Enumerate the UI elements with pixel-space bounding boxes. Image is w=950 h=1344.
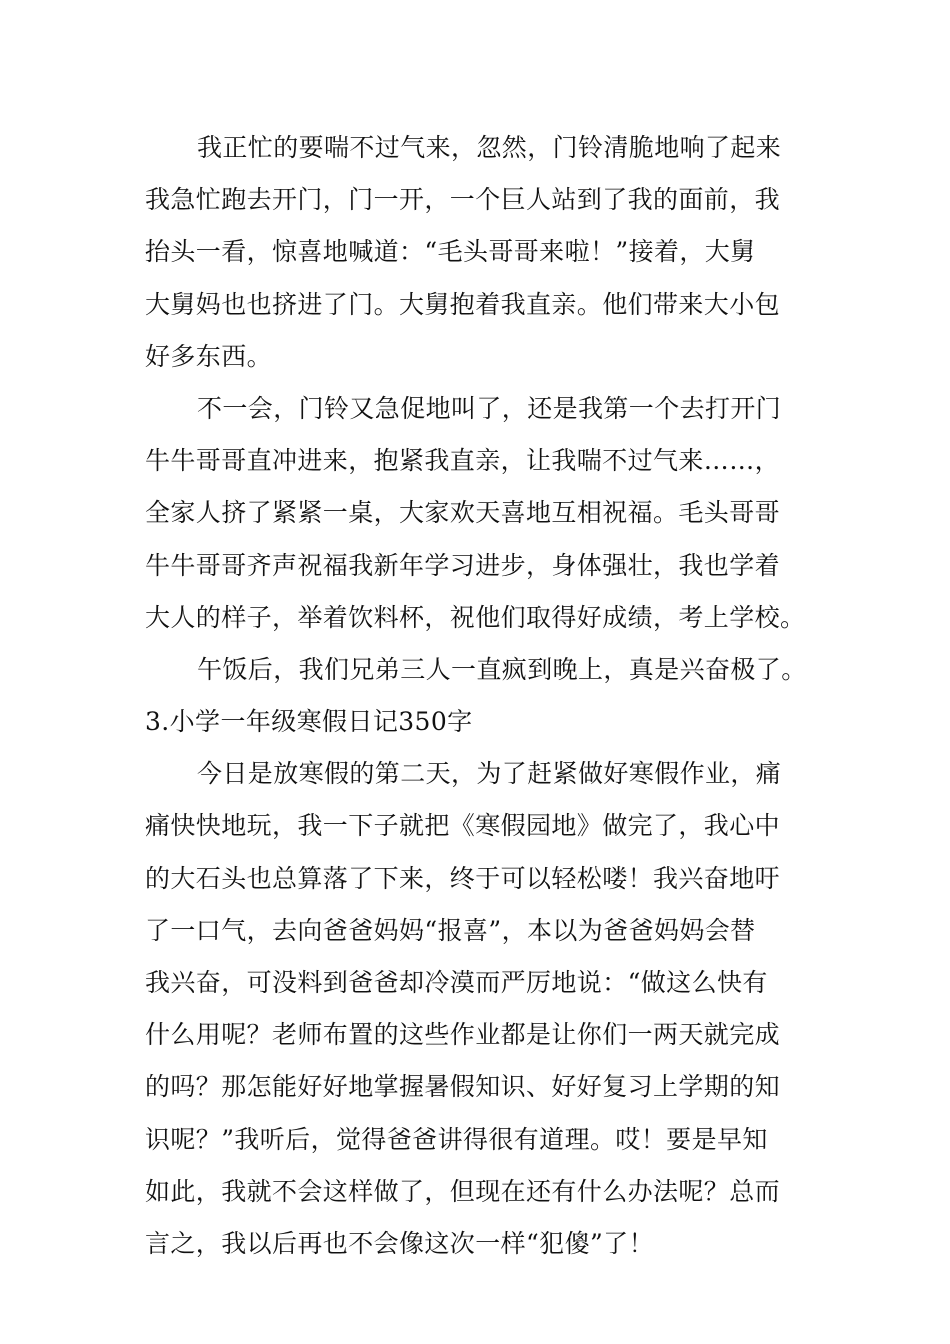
paragraph-line: 如此，我就不会这样做了，但现在还有什么办法呢？总而 — [145, 1176, 781, 1206]
paragraph-line: 我急忙跑去开门，门一开，一个巨人站到了我的面前，我 — [145, 185, 781, 215]
paragraph-line: 言之，我以后再也不会像这次一样“犯傻”了！ — [145, 1228, 654, 1258]
paragraph-line: 不一会，门铃又急促地叫了，还是我第一个去打开门 — [197, 393, 782, 423]
paragraph-line: 大舅妈也也挤进了门。大舅抱着我直亲。他们带来大小包 — [145, 289, 781, 319]
document-body — [145, 122, 815, 1270]
paragraph-line: 牛牛哥哥齐声祝福我新年学习进步，身体强壮，我也学着 — [145, 550, 781, 580]
paragraph-line: 的吗？那怎能好好地掌握暑假知识、好好复习上学期的知 — [145, 1072, 781, 1102]
paragraph-line: 什么用呢？老师布置的这些作业都是让你们一两天就完成 — [145, 1020, 781, 1050]
paragraph-line: 我正忙的要喘不过气来，忽然，门铃清脆地响了起来 — [197, 133, 782, 162]
paragraph-line: 大人的样子，举着饮料杯，祝他们取得好成绩，考上学校。 — [145, 602, 806, 632]
paragraph-line: 牛牛哥哥直冲进来，抱紧我直亲，让我喘不过气来……， — [145, 446, 781, 476]
paragraph-line: 了一口气，去向爸爸妈妈“报喜”，本以为爸爸妈妈会替 — [145, 915, 756, 945]
paragraph-line: 的大石头也总算落了下来，终于可以轻松喽！我兴奋地吁 — [145, 863, 781, 893]
paragraph-line: 痛快快地玩，我一下子就把《寒假园地》做完了，我心中 — [145, 811, 781, 841]
paragraph-line: 我兴奋，可没料到爸爸却冷漠而严厉地说：“做这么快有 — [145, 968, 768, 997]
paragraph-line: 抬头一看，惊喜地喊道：“毛头哥哥来啦！”接着，大舅 — [145, 237, 756, 267]
paragraph-line: 全家人挤了紧紧一桌，大家欢天喜地互相祝福。毛头哥哥 — [145, 498, 781, 528]
section-heading: 3.小学一年级寒假日记350字 — [145, 707, 473, 737]
paragraph-line: 识呢？”我听后，觉得爸爸讲得很有道理。哎！要是早知 — [145, 1124, 768, 1154]
paragraph-line: 今日是放寒假的第二天，为了赶紧做好寒假作业，痛 — [197, 759, 782, 789]
paragraph-line: 好多东西。 — [145, 341, 273, 371]
paragraph-line: 午饭后，我们兄弟三人一直疯到晚上，真是兴奋极了。 — [197, 654, 807, 684]
